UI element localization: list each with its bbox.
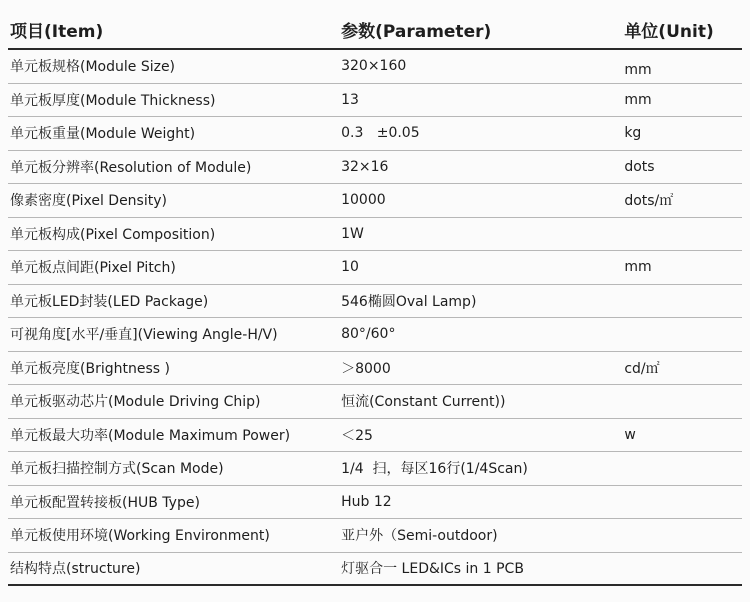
row-parameter: 0.3 ±0.05	[341, 125, 420, 142]
table-row	[8, 218, 742, 252]
table-row	[8, 285, 742, 319]
row-parameter: 546椭圆Oval Lamp)	[341, 293, 477, 310]
row-parameter: 32×16	[341, 158, 389, 175]
row-item: 单元板驱动芯片(Module Driving Chip)	[10, 394, 261, 411]
row-unit: cd/㎡	[624, 360, 660, 377]
table-row	[8, 50, 742, 84]
table-row	[8, 486, 742, 520]
row-parameter: 13	[341, 91, 359, 108]
row-parameter: Hub 12	[341, 493, 392, 510]
row-parameter: 亚户外（Semi-outdoor)	[341, 528, 498, 545]
row-unit: dots/㎡	[624, 193, 674, 210]
table-row	[8, 251, 742, 285]
row-parameter: 1W	[341, 225, 364, 242]
row-item: 结构特点(structure)	[10, 561, 141, 578]
header-parameter: 参数(Parameter)	[341, 21, 492, 42]
table-row	[8, 385, 742, 419]
header-item: 项目(Item)	[10, 21, 104, 42]
row-parameter: 灯驱合一 LED&ICs in 1 PCB	[341, 561, 524, 578]
row-unit: mm	[624, 62, 652, 79]
row-item: 像素密度(Pixel Density)	[10, 193, 167, 210]
row-item: 单元板LED封装(LED Package)	[10, 293, 209, 310]
table-row	[8, 318, 742, 352]
table-row	[8, 117, 742, 151]
row-item: 单元板亮度(Brightness )	[10, 360, 170, 377]
table-row	[8, 184, 742, 218]
header-unit: 单位(Unit)	[624, 21, 714, 42]
row-parameter: 恒流(Constant Current))	[341, 394, 506, 411]
row-parameter: 80°/60°	[341, 326, 396, 343]
row-item: 可视角度[水平/垂直](Viewing Angle-H/V)	[10, 327, 278, 344]
row-unit: dots	[624, 158, 655, 175]
table-row	[8, 553, 742, 587]
row-parameter: 10000	[341, 192, 386, 209]
table-row	[8, 84, 742, 118]
table-row	[8, 519, 742, 553]
row-item: 单元板分辨率(Resolution of Module)	[10, 159, 252, 176]
table-row	[8, 352, 742, 386]
table-header	[8, 10, 742, 50]
row-item: 单元板点间距(Pixel Pitch)	[10, 260, 176, 277]
row-parameter: ＜25	[341, 427, 373, 444]
row-unit: kg	[624, 125, 642, 142]
row-parameter: 1/4 扫，每区16行(1/4Scan)	[341, 461, 528, 478]
row-item: 单元板扫描控制方式(Scan Mode)	[10, 461, 224, 478]
row-item: 单元板规格(Module Size)	[10, 59, 176, 76]
table-row	[8, 419, 742, 453]
row-item: 单元板构成(Pixel Composition)	[10, 226, 216, 243]
row-item: 单元板最大功率(Module Maximum Power)	[10, 427, 291, 444]
row-unit: mm	[624, 91, 652, 108]
row-parameter: 10	[341, 259, 359, 276]
row-item: 单元板重量(Module Weight)	[10, 126, 196, 143]
row-parameter: ＞8000	[341, 360, 391, 377]
table-row	[8, 151, 742, 185]
table-row	[8, 452, 742, 486]
row-item: 单元板使用环境(Working Environment)	[10, 528, 270, 545]
row-parameter: 320×160	[341, 58, 407, 75]
row-item: 单元板配置转接板(HUB Type)	[10, 494, 200, 511]
spec-table	[8, 10, 742, 586]
row-unit: mm	[624, 259, 652, 276]
row-unit: w	[624, 426, 636, 443]
row-item: 单元板厚度(Module Thickness)	[10, 92, 216, 109]
